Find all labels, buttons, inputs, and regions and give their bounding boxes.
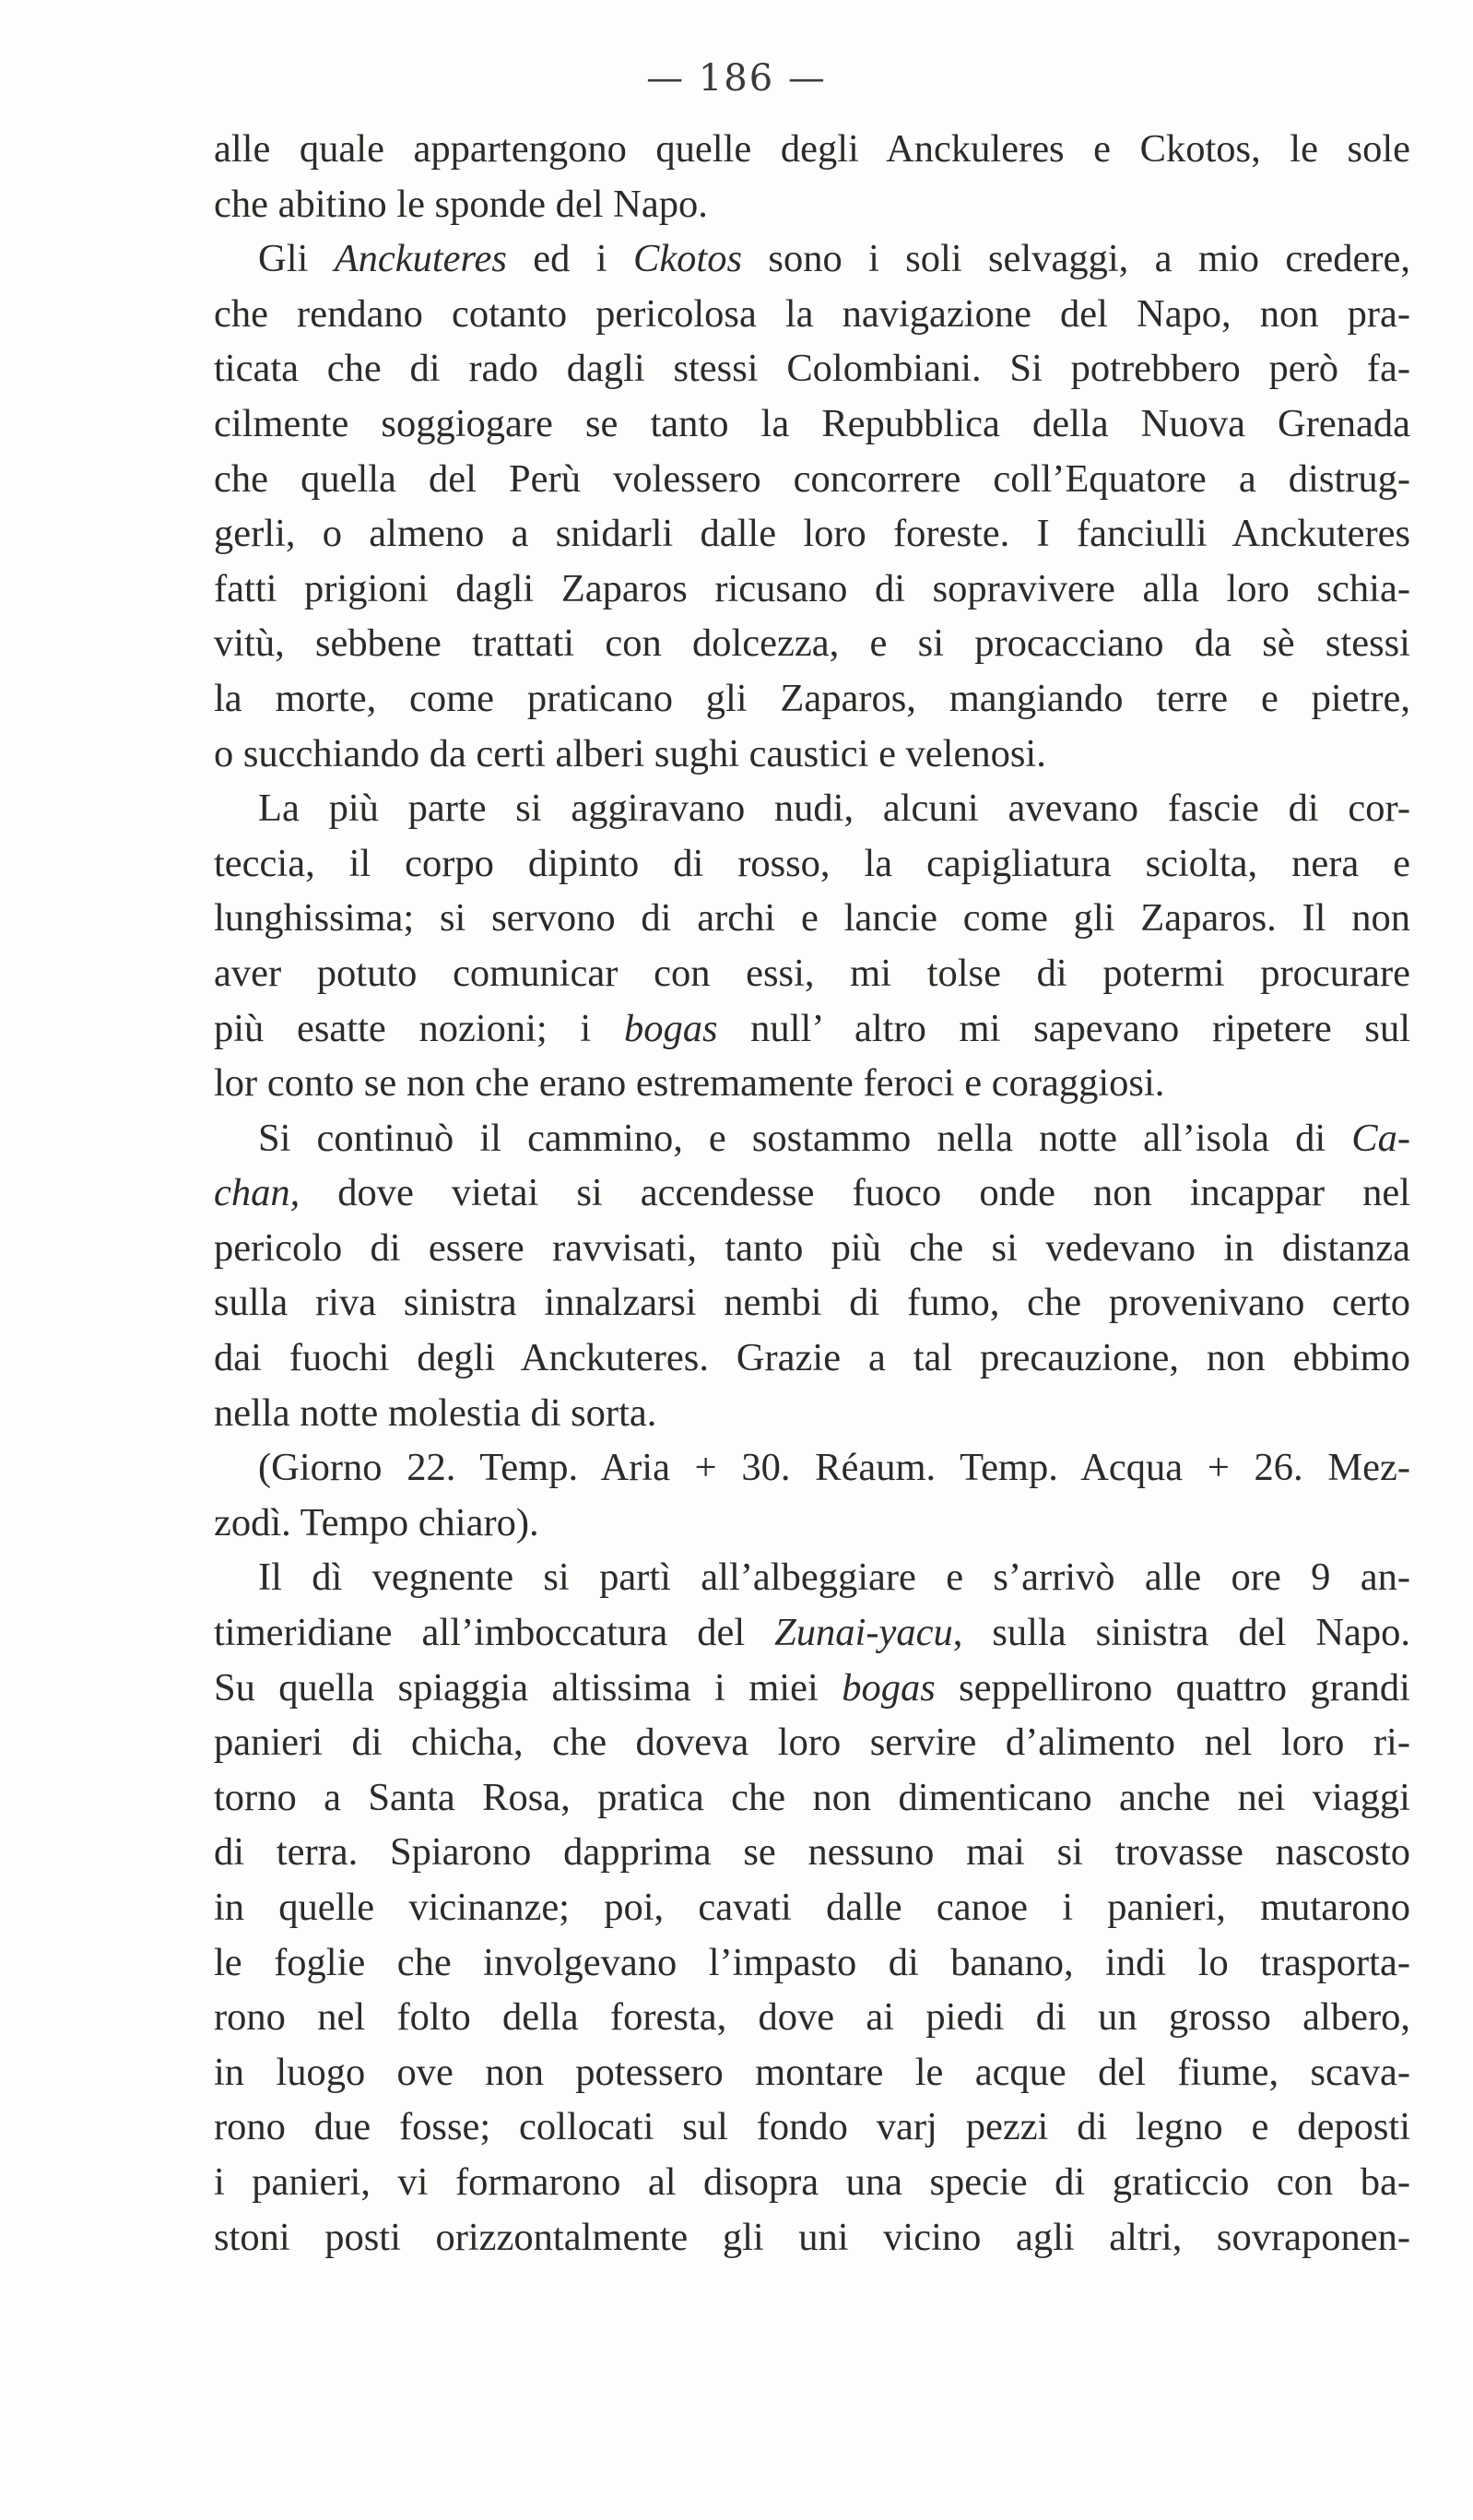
text-run: Su quella spiaggia altissima i miei [214,1665,843,1710]
text-run: Si continuò il cammino, e sostammo nella notte all’isola di [258,1116,1352,1160]
text-line [214,1056,1410,1111]
text-line [214,452,1410,507]
text-run: in luogo ove non potessero montare le acque del fiume, scava- [214,2050,1410,2094]
text-run: rono due fosse; collocati sul fondo varj pezzi di legno e deposti [214,2105,1410,2149]
text-line [214,1496,1410,1551]
text-run: nella notte molestia di sorta. [214,1390,657,1435]
text-run: zodì. Tempo chiaro). [214,1500,539,1544]
text-line [214,1111,1410,1166]
text-line [214,1001,1410,1057]
italic-text: Zunai-yacu [774,1611,953,1655]
text-line [214,946,1410,1001]
page-number: — 186 — [646,57,827,100]
text-run: (Giorno 22. Temp. Aria + 30. Réaum. Temp. Acqua + 26. Mez- [258,1446,1410,1490]
text-line [214,1715,1410,1770]
text-line [214,396,1410,452]
text-line [214,1221,1410,1276]
text-run: Il dì vegnente si partì all’albeggiare e s’arrivò alle ore 9 an- [258,1556,1410,1600]
text-line [214,1880,1410,1935]
text-run: vitù, sebbene trattati con dolcezza, e si procacciano da sè stessi [214,621,1410,666]
text-run: dai fuochi degli Anckuteres. Grazie a tal precauzione, non ebbimo [214,1336,1410,1380]
italic-text: Ckotos [632,237,743,281]
text-run: aver potuto comunicar con essi, mi tolse di potermi procurare [214,951,1410,995]
text-run: alle quale appartengono quelle degli Anckuleres e Ckotos, le sole [214,127,1410,171]
text-run: lor conto se non che erano estremamente feroci e coraggiosi. [214,1061,1165,1106]
italic-text: Anckuteres [334,237,507,281]
text-line [214,891,1410,946]
text-run: più esatte nozioni; i [214,1006,624,1050]
text-run: rono nel folto della foresta, dove ai piedi di un grosso albero, [214,1995,1410,2040]
text-run: o succhiando da certi alberi sughi caustici e velenosi. [214,731,1046,775]
text-run: teccia, il corpo dipinto di rosso, la capigliatura sciolta, nera e [214,841,1410,885]
text-line [214,781,1410,836]
text-line [214,2045,1410,2100]
text-line [214,1275,1410,1331]
text-run: gerli, o almeno a snidarli dalle loro foreste. I fanciulli Anckuteres [214,512,1410,556]
paragraph [214,1111,1410,1441]
paragraph [214,122,1410,231]
text-line [214,287,1410,342]
text-run: null’ altro mi sapevano ripetere sul [717,1006,1410,1050]
paragraph [214,781,1410,1111]
text-run: le foglie che involgevano l’impasto di banano, indi lo trasporta- [214,1940,1410,1984]
italic-text: bogas [842,1665,936,1710]
text-run: sono i soli selvaggi, a mio credere, [742,237,1410,281]
text-run: di terra. Spiarono dapprima se nessuno mai si trovasse nascosto [214,1830,1410,1875]
text-line [214,341,1410,396]
italic-text: chan, [214,1171,300,1215]
text-line [214,1770,1410,1826]
text-run: fatti prigioni dagli Zaparos ricusano di sopravivere alla loro schia- [214,566,1410,610]
text-line [214,1386,1410,1441]
text-run: timeridiane all’imboccatura del [214,1611,775,1655]
text-line [214,1440,1410,1496]
text-run: pericolo di essere ravvisati, tanto più che si vedevano in distanza [214,1225,1410,1270]
text-line [214,1825,1410,1880]
text-line [214,1661,1410,1716]
paragraph [214,1440,1410,1550]
italic-text: Ca- [1351,1116,1410,1160]
text-line [214,1550,1410,1605]
text-run: in quelle vicinanze; poi, cavati dalle canoe i panieri, mutarono [214,1886,1410,1929]
text-line [214,727,1410,782]
text-run: panieri di chicha, che doveva loro servire d’alimento nel loro ri- [214,1721,1410,1765]
text-run: Gli [258,237,335,281]
text-line [214,671,1410,727]
text-run: lunghissima; si servono di archi e lancie come gli Zaparos. Il non [214,896,1410,941]
text-run: torno a Santa Rosa, pratica che non dimenticano anche nei viaggi [214,1775,1410,1819]
text-run: stoni posti orizzontalmente gli uni vicino agli altri, sovraponen- [214,2215,1410,2259]
text-run: che abitino le sponde del Napo. [214,182,708,226]
text-run: i panieri, vi formarono al disopra una specie di graticcio con ba- [214,2159,1410,2204]
text-line [214,1935,1410,1991]
text-line [214,177,1410,232]
text-run: La più parte si aggiravano nudi, alcuni avevano fascie di cor- [258,787,1410,831]
text-line [214,1990,1410,2045]
italic-text: bogas [623,1006,718,1050]
text-line [214,506,1410,562]
text-run: cilmente soggiogare se tanto la Repubblica della Nuova Grenada [214,401,1410,445]
paragraph [214,231,1410,781]
text-run: dove vietai si accendesse fuoco onde non incappar nel [300,1171,1410,1215]
text-line [214,836,1410,892]
text-run: che rendano cotanto pericolosa la navigazione del Napo, non pra- [214,291,1410,336]
text-run: seppellirono quattro grandi [935,1665,1410,1710]
text-line [214,122,1410,177]
paragraph [214,1550,1410,2265]
text-line [214,231,1410,287]
text-line [214,1605,1410,1661]
text-run: la morte, come praticano gli Zaparos, mangiando terre e pietre, [214,676,1410,720]
text-run: , sulla sinistra del Napo. [952,1611,1410,1655]
text-line [214,2100,1410,2155]
text-run: che quella del Perù volessero concorrere coll’Equatore a distrug- [214,456,1410,501]
text-line [214,562,1410,617]
text-line [214,616,1410,671]
body-text [214,122,1410,2265]
text-line [214,1331,1410,1386]
text-line [214,2155,1410,2210]
text-line [214,2210,1410,2266]
text-run: ticata che di rado dagli stessi Colombiani. Si potrebbero però fa- [214,347,1410,391]
text-run: ed i [506,237,633,281]
text-line [214,1165,1410,1221]
text-run: sulla riva sinistra innalzarsi nembi di fumo, che provenivano certo [214,1281,1410,1325]
